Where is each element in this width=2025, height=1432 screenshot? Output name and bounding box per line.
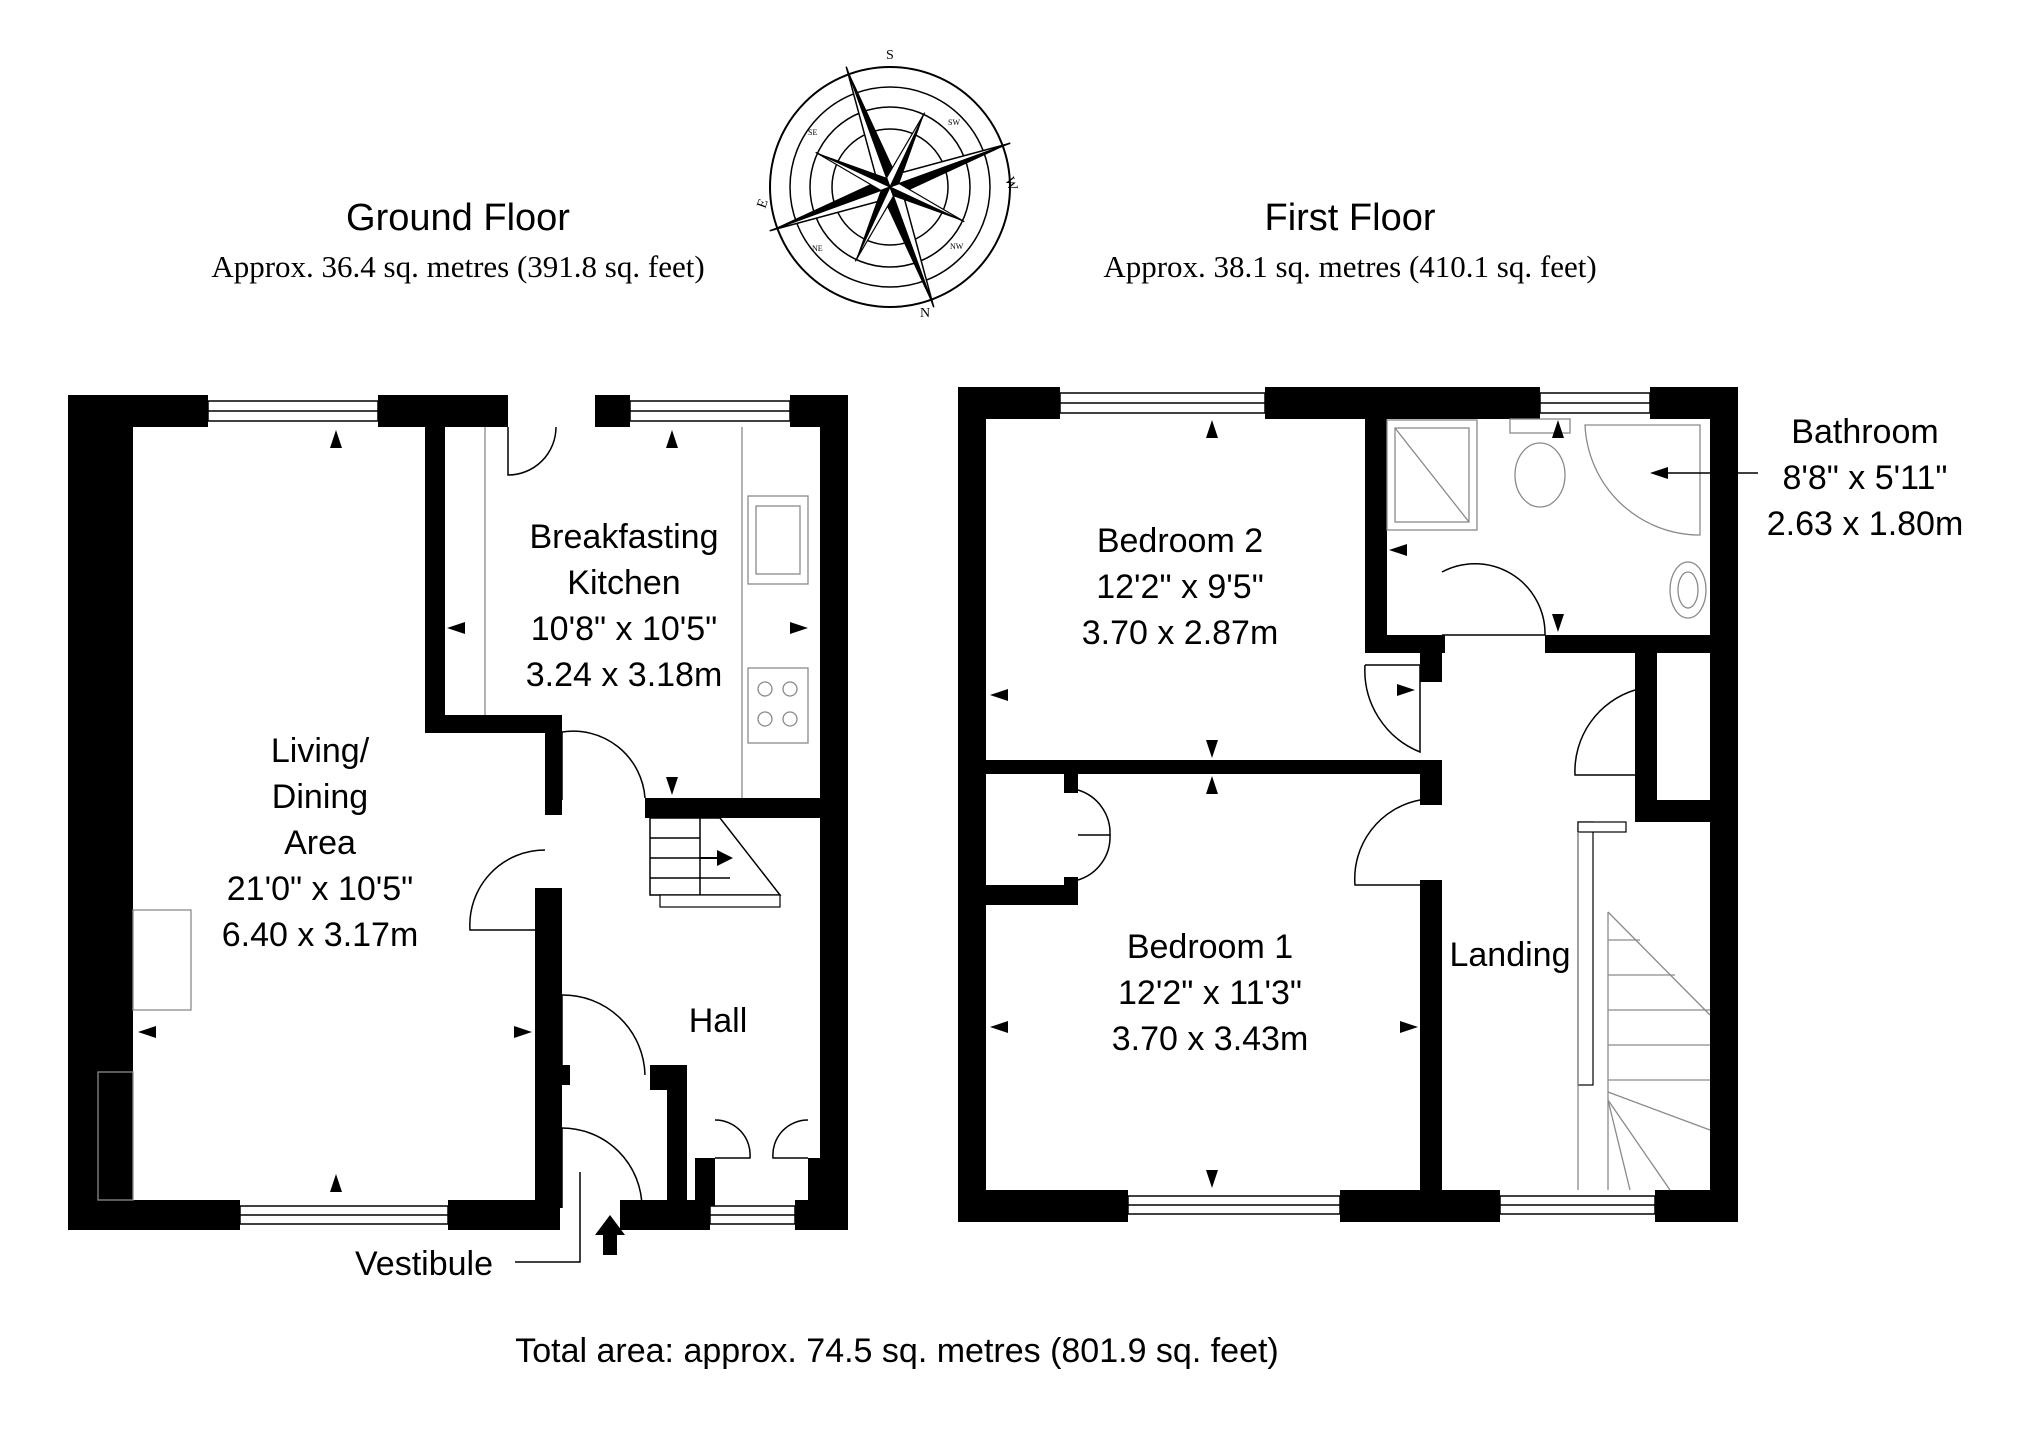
bedroom2-imperial: 12'2" x 9'5" — [1096, 568, 1264, 606]
wall — [1265, 387, 1540, 419]
bathroom-name: Bathroom — [1791, 413, 1939, 451]
bedroom2-label — [1082, 522, 1279, 652]
kitchen-name-line1: Breakfasting — [529, 518, 719, 556]
bedroom1-name: Bedroom 1 — [1126, 928, 1294, 966]
living-name-line2: Dining — [271, 778, 369, 816]
door — [1355, 800, 1420, 885]
wall — [645, 798, 825, 818]
kitchen-label — [526, 518, 723, 694]
first-floor-area: Approx. 38.1 sq. metres (410.1 sq. feet) — [1103, 249, 1597, 284]
wall — [1420, 652, 1442, 682]
corner-bath — [1585, 425, 1700, 535]
wall — [425, 715, 562, 733]
wash-basin — [1670, 562, 1706, 618]
wall — [1340, 1190, 1500, 1222]
compass-e-label: E — [754, 197, 772, 211]
compass-rose — [726, 23, 1054, 351]
wall — [958, 387, 986, 1222]
living-name-line3: Area — [284, 824, 356, 862]
stair-balustrade — [1578, 822, 1593, 1085]
ground-floor-area: Approx. 36.4 sq. metres (391.8 sq. feet) — [211, 249, 705, 284]
bedroom2-name: Bedroom 2 — [1096, 522, 1264, 560]
wall — [667, 1065, 687, 1205]
bathroom-imperial: 8'8" x 5'11" — [1782, 459, 1948, 497]
living-dining-label — [222, 732, 419, 954]
wall — [535, 888, 562, 1208]
wall — [1710, 387, 1738, 1222]
bedroom1-metric: 3.70 x 3.43m — [1111, 1020, 1309, 1058]
wall — [1064, 877, 1078, 905]
bedroom1-label — [1112, 928, 1309, 1058]
door — [1365, 665, 1420, 752]
door — [508, 427, 556, 475]
compass-ne-label: NE — [812, 244, 823, 253]
landing-label: Landing — [1449, 936, 1571, 974]
bedroom1-imperial: 12'2" x 11'3" — [1118, 974, 1302, 1012]
compass-se-label: SE — [808, 128, 818, 137]
kitchen-imperial: 10'8" x 10'5" — [530, 610, 718, 648]
door — [1078, 790, 1110, 835]
compass-w-label: W — [1001, 175, 1020, 193]
door — [715, 1120, 750, 1158]
wall — [425, 420, 445, 720]
wall — [1365, 635, 1445, 653]
wall — [1365, 419, 1387, 649]
wall — [68, 395, 208, 427]
kitchen-name-line2: Kitchen — [567, 564, 681, 602]
door — [562, 1128, 642, 1208]
wall — [1545, 635, 1710, 653]
wall — [68, 1200, 240, 1230]
stairs — [1608, 912, 1710, 1015]
wall — [545, 715, 562, 815]
ground-floor-plan — [68, 395, 848, 1262]
wall — [808, 1158, 828, 1206]
compass-sw-label: SW — [948, 118, 960, 127]
bathroom-metric: 2.63 x 1.80m — [1766, 505, 1964, 543]
door — [773, 1120, 808, 1158]
wall — [986, 760, 1436, 774]
wall — [1635, 653, 1657, 803]
wall — [695, 1158, 715, 1206]
door — [1078, 835, 1110, 880]
door — [1575, 690, 1635, 775]
living-metric: 6.40 x 3.17m — [221, 916, 419, 954]
first-floor-title: First Floor — [1264, 197, 1436, 239]
wall — [1064, 773, 1078, 793]
ground-floor-title: Ground Floor — [346, 197, 570, 239]
bathroom-label — [1767, 413, 1964, 543]
wall — [1420, 760, 1442, 805]
wall — [545, 1065, 570, 1085]
door — [470, 850, 545, 930]
compass-s-label: S — [886, 48, 894, 63]
living-name-line1: Living/ — [270, 732, 370, 770]
vestibule-label: Vestibule — [355, 1245, 493, 1283]
door — [562, 995, 645, 1075]
wall — [1420, 880, 1442, 1190]
kitchen-metric: 3.24 x 3.18m — [525, 656, 723, 694]
hall-label: Hall — [688, 1002, 748, 1040]
first-floor-plan — [958, 387, 1758, 1222]
door — [1442, 564, 1545, 635]
wall — [1635, 800, 1710, 822]
wall — [68, 395, 133, 1230]
total-area: Total area: approx. 74.5 sq. metres (801.9 sq. feet) — [515, 1332, 1279, 1370]
compass-nw-label: NW — [950, 242, 964, 251]
door — [562, 731, 645, 798]
wall — [958, 1190, 1128, 1222]
wall — [958, 387, 1060, 419]
living-imperial: 21'0" x 10'5" — [226, 870, 414, 908]
compass-n-label: N — [920, 306, 931, 321]
wall — [1655, 1190, 1738, 1222]
bedroom2-metric: 3.70 x 2.87m — [1081, 614, 1279, 652]
stairs — [650, 818, 780, 895]
wall — [595, 395, 630, 427]
